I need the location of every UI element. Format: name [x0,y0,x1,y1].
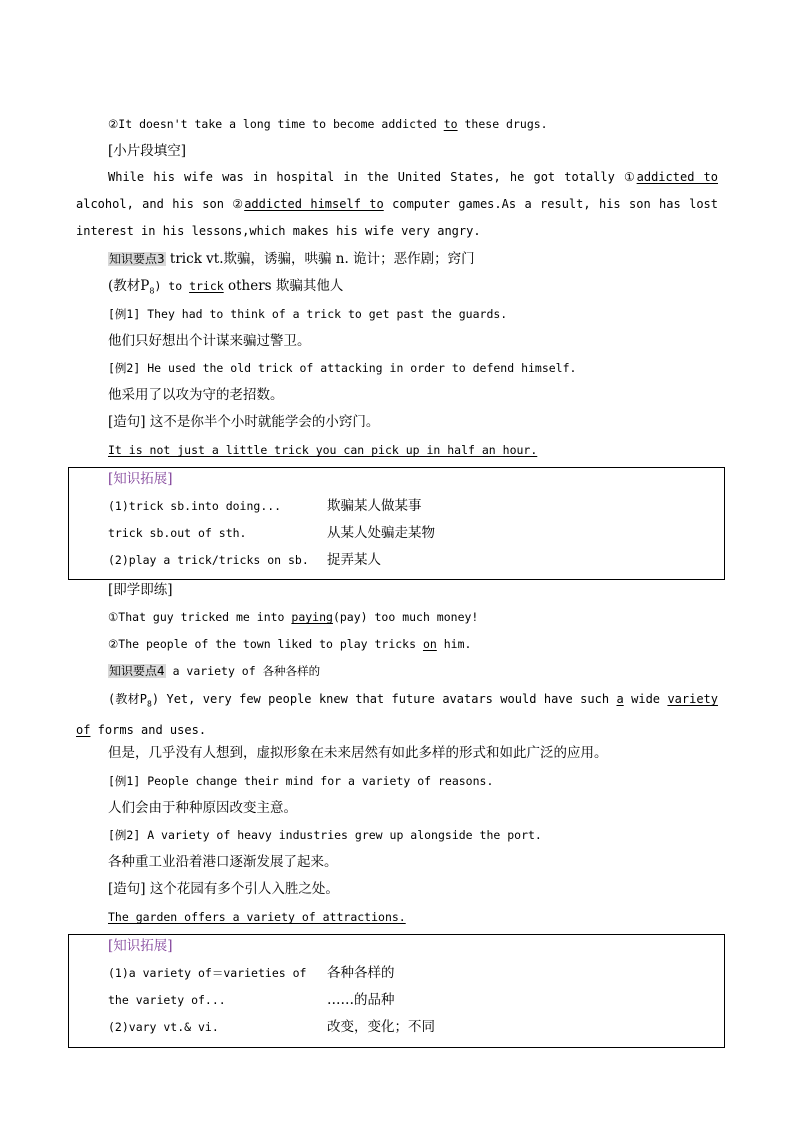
section-label: [即学即练] [108,582,173,598]
box-row-left: (1)a variety of＝varieties of [108,966,307,980]
box-row-right: 欺骗某人做某事 [327,498,422,514]
practice-2: ②The people of the town liked to play tricks on him. [108,637,472,651]
text-line: ②It doesn't take a long time to become addicted to these drugs. [108,117,548,131]
textbook-quote: (教材$P_8$) to trick others 欺骗其他人 [108,278,344,296]
sentence-making-prompt: [造句] 这不是你半个小时就能学会的小窍门。 [108,414,380,430]
practice-1: ①That guy tricked me into paying(pay) too much money! [108,610,479,624]
sentence-making-answer: The garden offers a variety of attractions. [108,910,406,924]
box-row-right: 从某人处骗走某物 [327,525,435,541]
sentence-making-prompt: [造句] 这个花园有多个引人入胜之处。 [108,881,339,897]
example-2: [例2] He used the old trick of attacking in order to defend himself. [108,361,577,375]
key-point-tag: 知识要点3 [109,252,165,266]
box-row-left: (1)trick sb.into doing... [108,499,282,513]
box-row-left: (2)vary vt.& vi. [108,1020,219,1034]
example-1-translation: 人们会由于种种原因改变主意。 [108,800,297,816]
box-title: [知识拓展] [108,938,173,954]
box-title: [知识拓展] [108,471,173,487]
box-row-right: 捉弄某人 [327,552,381,568]
key-point-heading: 知识要点3 trick vt.欺骗，诱骗，哄骗 n. 诡计；恶作剧；窍门 [109,251,475,267]
textbook-quote: (教材$P_8$) Yet, very few people knew that future avatars would have such a wide variety of forms and uses. [76,692,719,738]
example-2-translation: 各种重工业沿着港口逐渐发展了起来。 [108,854,338,870]
sentence-making-answer: It is not just a little trick you can pick up in half an hour. [108,443,538,457]
example-1: [例1] They had to think of a trick to get past the guards. [108,307,508,321]
box-row-left: trick sb.out of sth. [108,526,247,540]
example-2-translation: 他采用了以攻为守的老招数。 [108,387,284,403]
textbook-translation: 但是，几乎没有人想到，虚拟形象在未来居然有如此多样的形式和如此广泛的应用。 [108,745,608,761]
box-row-left: (2)play a trick/tricks on sb. [108,553,309,567]
example-1-translation: 他们只好想出个计谋来骗过警卫。 [108,333,311,349]
example-1: [例1] People change their mind for a variety of reasons. [108,774,494,788]
section-label: [小片段填空] [108,143,187,159]
fill-paragraph: While his wife was in hospital in the United States, he got totally ①addicted to alcohol, and his son ②addicted himself to computer games.As a result, his son has lost interest in his lessons,which makes his wife very angry. [76,170,718,238]
key-point-tag: 知识要点4 [109,664,165,678]
key-point-heading: 知识要点4 a variety of 各种各样的 [109,664,321,678]
box-row-right: 各种各样的 [327,965,395,981]
example-2: [例2] A variety of heavy industries grew up alongside the port. [108,828,542,842]
box-row-left: the variety of... [108,993,226,1007]
box-row-right: 改变，变化；不同 [327,1019,435,1035]
box-row-right: ……的品种 [327,992,395,1008]
